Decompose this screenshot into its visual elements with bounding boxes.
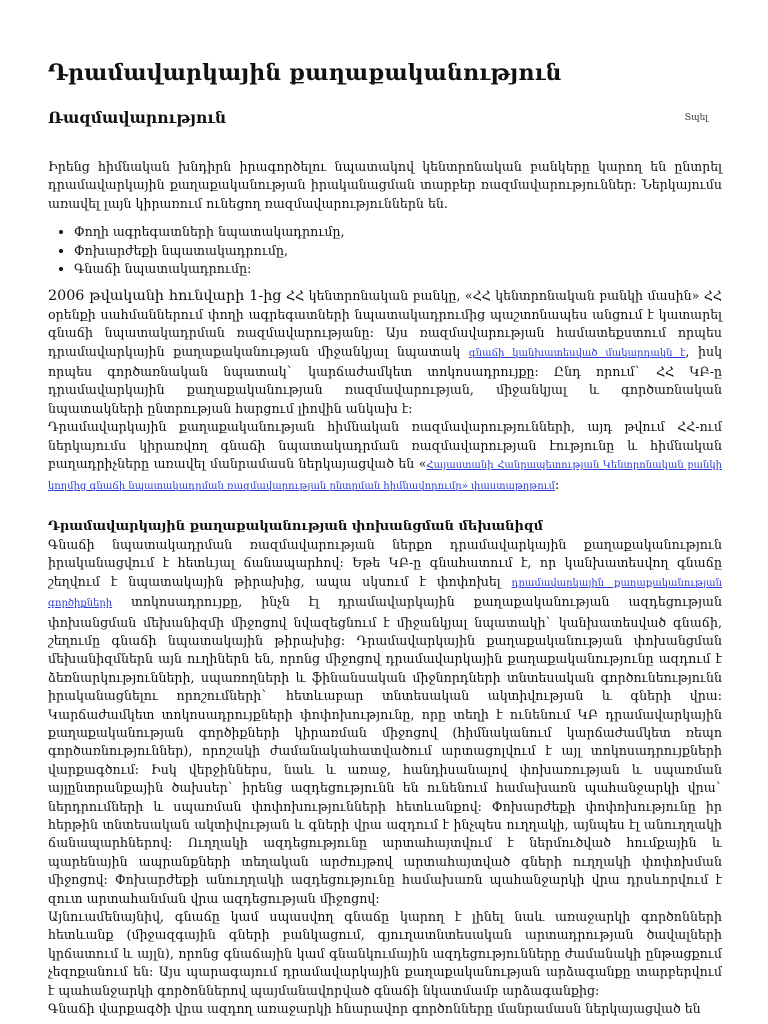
paragraph-text: Դրամավարկային քաղաքականության հիմնական ռազմավարությունների, այդ թվում ՀՀ-ում ներկայումս կիրառվող գնաճի նպատակադրման ռազմավարության էությունը և հիմնական բաղադրիչները առավել մանրամասն ներկայացված են « bbox=[48, 419, 722, 472]
transmission-heading: Դրամավարկային քաղաքականության փոխանցման մեխանիզմ bbox=[48, 518, 543, 534]
paragraph-text: ՀՀ կենտրոնական բանկը, «ՀՀ կենտրոնական բանկի մասին» ՀՀ օրենքի սահմաններում փողի ագրեգատների նպատակադրումից պաշտոնապես անցում է կատարել գնաճի նպատակադրման ռազմավարությանը: Այս ռազմավարության համատեքստում որպես դրամավարկային քաղաքականության միջանկյալ նպատակ bbox=[48, 288, 722, 359]
page-title: Դրամավարկային քաղաքականություն bbox=[48, 60, 562, 86]
transition-paragraph bbox=[48, 287, 722, 418]
transmission-paragraph bbox=[48, 536, 722, 908]
section-title: Ռազմավարություն bbox=[48, 108, 227, 127]
article-body bbox=[48, 158, 722, 1018]
list-item: • Փոխարժեքի նպատակադրումը, bbox=[74, 242, 722, 260]
forecast-inflation-link[interactable]: գնաճի կանխատեսված մակարդակն է bbox=[468, 347, 686, 359]
paragraph-text: տոկոսադրույքը, ինչն էլ դրամավարկային քաղաքականության ազդեցության փոխանցման մեխանիզմի միջոցով նվազեցնում է միջանկյալ նպատակի` կանխատեսված գնաճի, շեղումը գնաճի նպատակային թիրախից: Դրամավարկային քաղաքականության փոխանցման մեխանիզմներն այն ուղիներն են, որոնց միջոցով դրամավարկային քաղաքականությունը ազդում է ձեռնարկությունների, սպառողների և ֆինանսական միջնորդների տնտեսական գործունեությունն իրականացնելու որոշումների` հետևաբար տնտեսական ակտիվության և գների վրա: Կարճաժամկետ տոկոսադրույքների փոփոխությունը, որը տեղի է ունենում ԿԲ դրամավարկային քաղաքականության գործիքների կիրառման միջոցով (հիմնականում կարճաժամկետ ռեպո գործառնություններ), որոշակի ժամանակահատվածում արտացոլվում է այլ տոկոսադրույքների վարքագծում: Իսկ վերջիններս, նաև և առաջ, հանդիսանալով փոխառության և սպառման այլընտրանքային ծախսեր` իրենց ազդեցությունն են ունենում համախառն պահանջարկի վրա` ներդրումների և սպառման փոփոխությունների հետևանքով: Փոխարժեքի փոփոխությունը իր հերթին տնտեսական ակտիվության և գների վրա ազդում է ինչպես ուղղակի, այնպես էլ անուղղակի ճանապարհներով: Ուղղակի ազդեցությունը արտահայտվում է ներմուծված հումքային և պարենային ապրանքների տեղական արժույթով արտահայտված գների ուղղակի փոփոխման միջոցով: Փոխարժեքի անուղղակի ազդեցությունը համախառն պահանջարկի վրա դրսևորվում է զուտ արտահանման վրա ազդեցության միջոցով: bbox=[48, 594, 722, 906]
list-item: • Գնաճի նպատակադրումը: bbox=[74, 260, 722, 278]
strategy-document-link[interactable]: Հայաստանի Հանրապետության Կենտրոնական բանկի կողմից գնաճի նպատակադրման ռազմավարության ընտրման հիմնավորումը» փաստաթղթում bbox=[48, 460, 722, 492]
supply-factors-continued: Գնաճի վարքագծի վրա ազդող առաջարկի հնարավոր գործոնները մանրամասն ներկայացված են bbox=[48, 1001, 701, 1017]
intro-paragraph: Իրենց հիմնական խնդիրն իրագործելու նպատակով կենտրոնական բանկերը կարող են ընտրել դրամավարկային քաղաքականության իրականացման տարբեր ռազմավարություններ: Ներկայումս առավել լայն կիրառում ունեցող ռազմավարություններն են. bbox=[48, 159, 722, 211]
paragraph-lead: 2006 թվականի հունվարի 1-ից bbox=[48, 288, 282, 305]
print-link[interactable]: Տպել bbox=[684, 113, 708, 123]
supply-factors-paragraph: Այնուամենայնիվ, գնաճը կամ սպասվող գնաճը կարող է լինել նաև առաջարկի գործոնների հետևանք (միջազգային գների բանկացում, գյուղատնտեսական արտադրության ծավալների կրճատում և այլն), որոնց գնաճային կամ գնանկումային ազդեցությունները ժամանակի ընթացքում չեզոքանում են: Այս պարագայում դրամավարկային քաղաքականության արձագանքը տարբերվում է պահանջարկի գործոններով պայմանավորված գնաճի նկատմամբ արձագանքից: bbox=[48, 909, 722, 998]
list-item: • Փողի ագրեգատների նպատակադրումը, bbox=[74, 223, 722, 241]
strategy-document-paragraph bbox=[48, 418, 722, 496]
paragraph-text: : bbox=[554, 476, 560, 492]
paragraph-text: , իսկ որպես գործառնական նպատակ` կարճաժամկետ տոկոսադրույքը: Ընդ որում` ՀՀ ԿԲ-ը դրամավարկային քաղաքականության ռազմավարության, միջանկյալ և գործառնական նպատակների ընտրության հարցում լիովին անկախ է: bbox=[48, 343, 722, 416]
strategy-list bbox=[48, 223, 722, 278]
policy-instruments-link[interactable]: դրամավարկային քաղաքականության գործիքների bbox=[48, 577, 722, 610]
paragraph-text: Գնաճի նպատակադրման ռազմավարության ներքո դրամավարկային քաղաքականություն իրականացվում է հետևյալ ճանապարհով: Եթե ԿԲ-ը գնահատում է, որ կանխատեսվող գնաճը շեղվում է նպատակային թիրախից, ապա սկսում է փոփոխել bbox=[48, 536, 722, 589]
